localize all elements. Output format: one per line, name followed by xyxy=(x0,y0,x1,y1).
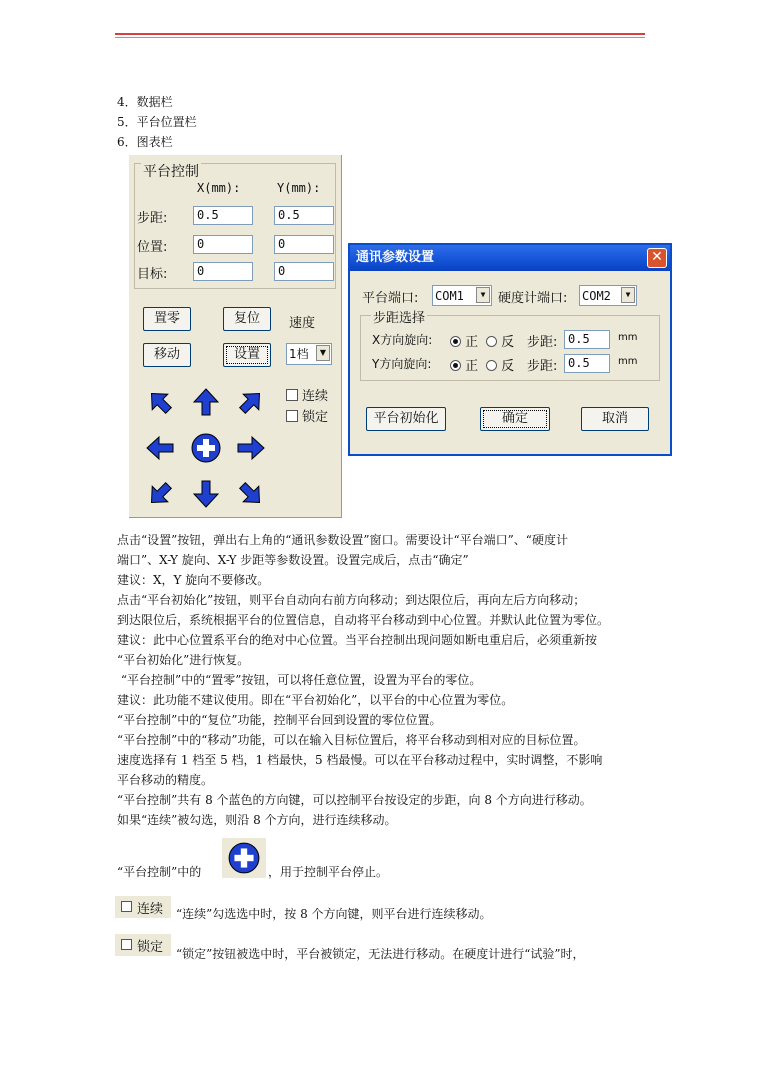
radio-selected[interactable] xyxy=(450,336,461,347)
continuous-checkbox-image xyxy=(115,896,171,918)
group-title: 平台控制 xyxy=(141,161,201,181)
dialog-title: 通讯参数设置 xyxy=(356,250,435,265)
comm-settings-dialog xyxy=(348,243,672,456)
continuous-description: “连续”勾选选中时，按 8 个方向键，则平台进行连续移动。 xyxy=(176,907,492,921)
stop-button-image xyxy=(222,838,266,878)
x-column-header: X(mm): xyxy=(197,181,241,195)
arrow-down-icon xyxy=(191,479,221,509)
text-line: “平台控制”中的“移动”功能，可以在输入目标位置后，将平台移动到相对应的目标位置。 xyxy=(117,733,586,747)
checkbox-box xyxy=(121,939,132,950)
target-x-field[interactable]: 0 xyxy=(193,262,253,281)
lock-checkbox-image xyxy=(115,934,171,956)
cancel-button[interactable]: 取消 xyxy=(581,407,649,431)
x-step-field[interactable]: 0.5 xyxy=(564,330,610,349)
text-line: 到达限位后，系统根据平台的位置信息，自动将平台移动到中心位置。并默认此位置为零位。 xyxy=(117,613,610,627)
y-negative-radio[interactable] xyxy=(486,355,514,374)
hardness-port-value: COM2 xyxy=(582,289,611,303)
chevron-down-icon[interactable]: ▼ xyxy=(476,287,490,303)
arrow-down-button[interactable] xyxy=(188,477,224,511)
arrow-right-button[interactable] xyxy=(233,431,269,465)
arrow-up-right-icon xyxy=(236,387,266,417)
reset-button[interactable]: 复位 xyxy=(223,307,271,331)
stop-plus-icon xyxy=(227,841,261,875)
stop-plus-icon xyxy=(190,432,222,464)
unit-label: mm xyxy=(618,356,638,367)
step-y-field[interactable]: 0.5 xyxy=(274,206,334,225)
y-step-field[interactable]: 0.5 xyxy=(564,354,610,373)
continuous-checkbox[interactable] xyxy=(286,385,328,404)
text-line: “平台控制”共有 8 个蓝色的方向键，可以控制平台按设定的步距，向 8 个方向进行移动。 xyxy=(117,793,592,807)
y-step-label: 步距: xyxy=(527,359,558,374)
y-direction-label: Y方向旋向: xyxy=(372,357,432,371)
y-column-header: Y(mm): xyxy=(277,181,321,195)
text-line: 建议：此中心位置系平台的绝对中心位置。当平台控制出现问题如断电重启后，必须重新按 xyxy=(117,633,598,647)
arrow-up-left-icon xyxy=(145,387,175,417)
dialog-title-bar[interactable] xyxy=(350,245,670,271)
arrow-down-left-button[interactable] xyxy=(142,477,178,511)
arrow-down-right-button[interactable] xyxy=(233,477,269,511)
text-line: 建议：X，Y 旋向不要修改。 xyxy=(117,573,270,587)
checkbox-box[interactable] xyxy=(286,410,298,422)
arrow-down-left-icon xyxy=(145,479,175,509)
arrow-right-icon xyxy=(236,433,266,463)
radio-label: 反 xyxy=(501,359,515,374)
radio-label: 正 xyxy=(465,359,479,374)
unit-label: mm xyxy=(618,332,638,343)
body-text xyxy=(117,530,647,830)
radio-unselected[interactable] xyxy=(486,336,497,347)
text-line: 点击“平台初始化”按钮，则平台自动向右前方向移动；到达限位后，再向左后方向移动； xyxy=(117,593,586,607)
radio-label: 正 xyxy=(465,335,479,350)
text-line: “平台初始化”进行恢复。 xyxy=(117,653,250,667)
text-line: “平台控制”中的“复位”功能，控制平台回到设置的零位位置。 xyxy=(117,713,442,727)
position-label: 位置: xyxy=(137,240,168,255)
arrow-up-right-button[interactable] xyxy=(233,385,269,419)
text-line: “平台控制”中的“置零”按钮，可以将任意位置，设置为平台的零位。 xyxy=(117,673,482,687)
list-item: 6．图表栏 xyxy=(117,135,173,149)
speed-select[interactable] xyxy=(286,343,332,365)
chevron-down-icon[interactable]: ▼ xyxy=(621,287,635,303)
x-positive-radio[interactable] xyxy=(450,331,478,350)
target-y-field[interactable]: 0 xyxy=(274,262,334,281)
text-line: 平台移动的精度。 xyxy=(117,773,214,787)
platform-control-panel xyxy=(129,155,342,518)
x-direction-label: X方向旋向: xyxy=(372,333,433,347)
position-x-field[interactable]: 0 xyxy=(193,235,253,254)
ok-button[interactable]: 确定 xyxy=(480,407,550,431)
arrow-left-button[interactable] xyxy=(142,431,178,465)
stop-line-before: “平台控制”中的 xyxy=(117,865,202,879)
text-line: 端口”、X-Y 旋向、X-Y 步距等参数设置。设置完成后，点击“确定” xyxy=(117,553,469,567)
continuous-label: 连续 xyxy=(302,389,329,404)
header-rule xyxy=(115,33,645,35)
x-negative-radio[interactable] xyxy=(486,331,514,350)
header-rule-thin xyxy=(115,37,645,38)
list-item: 5．平台位置栏 xyxy=(117,115,197,129)
settings-button[interactable]: 设置 xyxy=(223,343,271,367)
radio-unselected[interactable] xyxy=(486,360,497,371)
speed-label: 速度 xyxy=(289,316,316,331)
checkbox-box[interactable] xyxy=(286,389,298,401)
lock-checkbox[interactable] xyxy=(286,406,328,425)
text-line: 如果“连续”被勾选，则沿 8 个方向，进行连续移动。 xyxy=(117,813,397,827)
move-button[interactable]: 移动 xyxy=(143,343,191,367)
arrow-up-button[interactable] xyxy=(188,385,224,419)
x-step-label: 步距: xyxy=(527,335,558,350)
stop-button[interactable] xyxy=(188,431,224,465)
radio-selected[interactable] xyxy=(450,360,461,371)
zero-button[interactable]: 置零 xyxy=(143,307,191,331)
platform-port-value: COM1 xyxy=(435,289,464,303)
close-icon[interactable]: ✕ xyxy=(647,248,667,268)
speed-select-value: 1档 xyxy=(289,347,309,361)
platform-init-button[interactable]: 平台初始化 xyxy=(366,407,446,431)
stop-line-after: ，用于控制平台停止。 xyxy=(268,865,389,879)
position-y-field[interactable]: 0 xyxy=(274,235,334,254)
radio-label: 反 xyxy=(501,335,515,350)
list-item: 4．数据栏 xyxy=(117,95,173,109)
group-title: 步距选择 xyxy=(371,307,427,326)
arrow-down-right-icon xyxy=(236,479,266,509)
hardness-port-label: 硬度计端口: xyxy=(498,291,568,306)
text-line: 速度选择有 1 档至 5 档，1 档最快，5 档最慢。可以在平台移动过程中，实时调整，不影响 xyxy=(117,753,603,767)
arrow-left-icon xyxy=(145,433,175,463)
arrow-up-icon xyxy=(191,387,221,417)
step-label: 步距: xyxy=(137,211,168,226)
lock-label: 锁定 xyxy=(302,410,329,425)
continuous-label: 连续 xyxy=(137,902,164,917)
platform-port-select[interactable] xyxy=(432,285,492,306)
arrow-up-left-button[interactable] xyxy=(142,385,178,419)
text-line: 点击“设置”按钮，弹出右上角的“通讯参数设置”窗口。需要设计“平台端口”、“硬度计 xyxy=(117,533,568,547)
step-x-field[interactable]: 0.5 xyxy=(193,206,253,225)
chevron-down-icon[interactable]: ▼ xyxy=(316,345,330,361)
target-label: 目标: xyxy=(137,267,168,282)
platform-port-label: 平台端口: xyxy=(362,291,419,306)
lock-label: 锁定 xyxy=(137,940,164,955)
checkbox-box xyxy=(121,901,132,912)
hardness-port-select[interactable] xyxy=(579,285,637,306)
text-line: 建议：此功能不建议使用。即在“平台初始化”，以平台的中心位置为零位。 xyxy=(117,693,514,707)
lock-description: “锁定”按钮被选中时，平台被锁定，无法进行移动。在硬度计进行“试验”时， xyxy=(176,947,585,961)
y-positive-radio[interactable] xyxy=(450,355,478,374)
